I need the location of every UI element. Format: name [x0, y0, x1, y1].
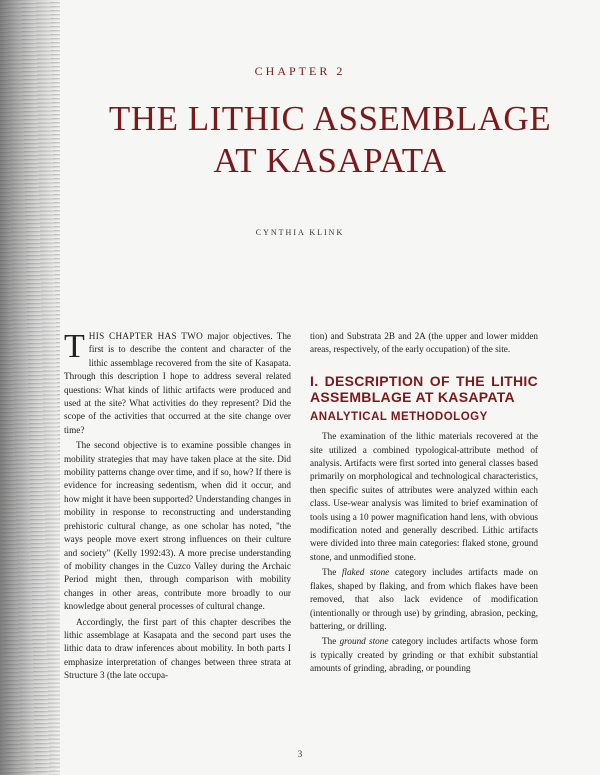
ground-stone-text: category includes artifacts whose form is typically created by grinding or that exhibit substantial amounts of grinding, abrading, or pounding	[310, 636, 538, 674]
scanned-page-edge	[0, 0, 60, 775]
flaked-stone-text: category includes artifacts made on flakes, shaped by flaking, and from which flakes have been removed, that also lack evidence of modification (intentionally or through use) by grinding, abrasion, pecking, battering, or drilling.	[310, 567, 538, 631]
flaked-stone-term: flaked stone	[341, 567, 390, 578]
flaked-stone-paragraph	[310, 566, 538, 633]
subsection-heading: ANALYTICAL METHODOLOGY	[310, 410, 488, 423]
intro-paragraph-text: major objectives. The first is to describe the content and character of the lithic assemblage recovered from the site of Kasapata. Through this description I hope to address several related questions: What kinds of lithic artifacts were produced and used at the site? What activities do they represent? Did the scope of the activities that occurred at the site change over time?	[64, 331, 291, 435]
chapter-title	[60, 98, 600, 182]
lead-in-text: HIS CHAPTER HAS TWO	[88, 331, 204, 341]
right-column	[310, 330, 538, 678]
chapter-label: CHAPTER 2	[254, 64, 346, 78]
mobility-paragraph: The second objective is to examine possible changes in mobility strategies that may have taken place at the site. Did mobility patterns change over time, and if so, how? If there is evidence for increasing sedentism, when did it occur, and how might it have been supported? Understanding changes in mobility in response to reconstructing and understanding prehistoric cultural change, as one scholar has noted, "the ways people move exert strong influences on their culture and society" (Kelly 1992:43). A more precise understanding of mobility changes in the Cuzco Valley during the Archaic Period might then, through comparison with mobility changes in other areas, contribute more broadly to our knowledge about general processes of cultural change.	[64, 440, 291, 612]
continued-paragraph: tion) and Substrata 2B and 2A (the upper and lower midden areas, respectively, of the early occupation) of the site.	[310, 331, 538, 355]
methodology-paragraph: The examination of the lithic materials recovered at the site utilized a combined typological-attribute method of analysis. Artifacts were first sorted into general classes based primarily on morphological and technological characteristics, then specific suites of attributes were analyzed within each class. Use-wear analysis was limited to brief examination of tools using a 10 power magnification hand lens, with obvious modification noted and generally described. Lithic artifacts were divided into three main categories: flaked stone, ground stone, and unmodified stone.	[310, 431, 538, 562]
author-name: CYNTHIA KLINK	[255, 228, 345, 237]
ground-stone-prefix: The	[322, 636, 340, 647]
flaked-stone-prefix: The	[322, 567, 342, 578]
chapter-title-line-1: THE LITHIC ASSEMBLAGE	[108, 99, 552, 138]
drop-cap: T	[64, 328, 85, 365]
ground-stone-term: ground stone	[339, 636, 389, 647]
page-number: 3	[297, 749, 303, 759]
ground-stone-paragraph	[310, 635, 538, 675]
chapter-title-line-2: AT KASAPATA	[213, 141, 447, 180]
intro-paragraph	[64, 330, 291, 437]
left-column	[64, 330, 291, 685]
section-heading: I. DESCRIPTION OF THE LITHIC ASSEMBLAGE AT KASAPATA	[310, 372, 538, 405]
structure-paragraph: Accordingly, the first part of this chapter describes the lithic assemblage at Kasapata and the second part uses the lithic data to draw inferences about mobility. In both parts I emphasize interpretation of changes between three strata at Structure 3 (the late occupa-	[64, 616, 291, 681]
